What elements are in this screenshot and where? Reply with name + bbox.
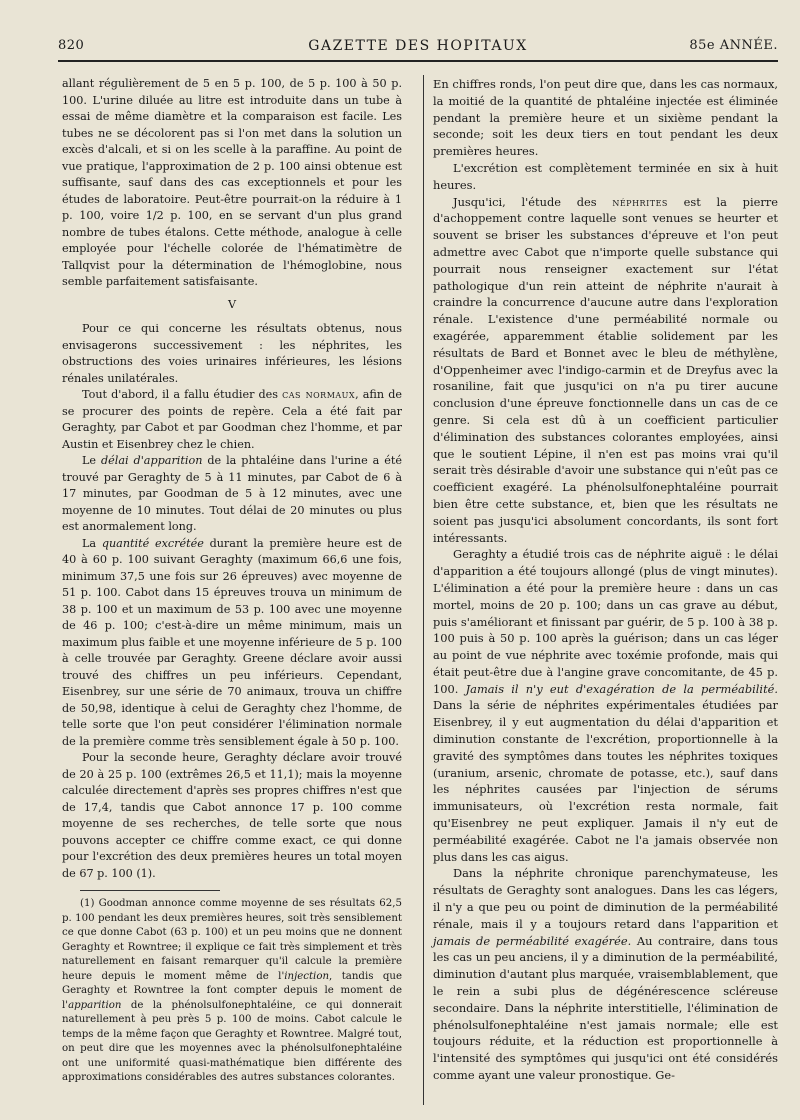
running-header [58, 30, 778, 60]
text-run: Jusqu'ici, l'étude des [453, 194, 613, 209]
paragraph [62, 387, 402, 453]
italic-term: jamais de perméabilité exagérée. [433, 933, 632, 948]
text-run: (1) Goodman annonce comme moyenne de ses résultats 62,5 p. 100 pendant les deux premières heures, soit très sensiblement ce que donne Cabot (63 p. 100) et un peu moins que ne donnent Geraghty et Rowntree; il explique ce fait très simplement et très naturellement en faisant remarquer qu'il calcule la première heure depuis le moment même de l' [62, 898, 402, 982]
right-column [433, 76, 778, 1084]
text-run: , tandis que Geraghty et Rowntree la font compter depuis le moment de l' [62, 970, 402, 1011]
paragraph: En chiffres ronds, l'on peut dire que, dans les cas normaux, la moitié de la quantité de phtaléine injectée est éliminée pendant la première heure et un sixième pendant la seconde; soit les deux tiers en tout pendant les deux premières heures. [433, 77, 778, 159]
journal-title: GAZETTE DES HOPITAUX [308, 38, 528, 54]
text-run: , afin de se procurer des points de repère. Cela a été fait par Geraghty, par Cabot et par Goodman chez l'homme, et par Austin et Eisenbrey chez le chien. [62, 388, 402, 451]
left-column [62, 76, 402, 1086]
text-run: Au contraire, dans tous les cas un peu anciens, il y a diminution de la perméabilité, diminution d'autant plus marquée, vraisemblablement, que le rein a subi plus de dégénérescence scléreuse secondaire. Dans la néphrite interstitielle, l'élimination de phénolsulfonephtaléine n'est jamais normale; elle est toujours réduite, et la réduction est proportionnelle à l'intensité des symptômes qui jusqu'ici ont été considérés comme ayant une valeur pronostique. Ge- [433, 933, 779, 1083]
footnote [62, 897, 402, 1086]
text-run: La [82, 536, 102, 550]
volume-year: 85e ANNÉE. [689, 38, 778, 53]
column-divider [423, 75, 424, 1105]
paragraph: Pour ce qui concerne les résultats obtenus, nous envisagerons successivement : les néphrites, les obstructions des voies urinaires inférieures, les lésions rénales unilatérales. [62, 322, 402, 385]
paragraph [62, 453, 402, 536]
paragraph: allant régulièrement de 5 en 5 p. 100, de 5 p. 100 à 50 p. 100. L'urine diluée au litre est introduite dans un tube à essai de même diamètre et la comparaison est facile. Les tubes ne se décolorent pas si l'on met dans la solution un excès d'alcali, et si on les scelle à la paraffine. Au point de vue pratique, l'approximation de 2 p. 100 ainsi obtenue est suffisante, sauf dans des cas exceptionnels et pour les études de laboratoire. Peut-être pourrait-on la réduire à 1 p. 100, voire 1/2 p. 100, en se servant d'un plus grand nombre de tubes étalons. Cette méthode, analogue à celle employée pour l'échelle colorée de l'hématimètre de Tallqvist pour la détermination de l'hémoglobine, nous semble parfaitement satisfaisante. [62, 77, 402, 288]
text-run: de la phtaléine dans l'urine a été trouvé par Geraghty de 5 à 11 minutes, par Cabot de 6 à 17 minutes, par Goodman de 5 à 12 minutes, avec une moyenne de 10 minutes. Tout délai de 20 minutes ou plus est anormalement long. [62, 454, 402, 533]
text-run: de la phénolsulfonephtaléine, ce qui donnerait naturellement à peu près 5 p. 100 de moins. Cabot calcule le temps de la même façon que Geraghty et Rowntree. Malgré tout, on peut dire que les moyennes avec la phénolsulfonephtaléine ont une uniformité quasi-mathématique bien différente des approximations considérables des autres substances colorantes. [62, 999, 402, 1083]
paragraph: Pour la seconde heure, Geraghty déclare avoir trouvé de 20 à 25 p. 100 (extrêmes 26,5 et 11,1); mais la moyenne calculée directement d'après ses propres chiffres n'est que de 17,4, tandis que Cabot annonce 17 p. 100 comme moyenne de ses recherches, de telle sorte que nous pouvons accepter ce chiffre comme exact, ce qui donne pour l'excrétion des deux premières heures un total moyen de 67 p. 100 (1). [62, 751, 402, 880]
paragraph [433, 865, 778, 1083]
italic-term: injection [284, 970, 330, 982]
paragraph [433, 194, 778, 547]
text-run: est la pierre d'achoppement contre laquelle sont venues se heurter et souvent se briser les substances d'épreuve et l'on peut admettre avec Cabot que n'importe quelle substance qui pourrait nous renseigner exactement sur l'état pathologique d'un rein atteint de néphrite n'aurait à craindre la concurrence d'aucune autre dans l'exploration rénale. L'existence d'une perméabilité normale ou exagérée, apparemment établie solidement par les résultats de Bard et Bonnet avec le bleu de méthylène, d'Oppenheimer avec l'indigo-carmin et de Dreyfus avec la rosaniline, fait que jusqu'ici on n'a pu tirer aucune conclusion d'une épreuve fonctionnelle dans un cas de ce genre. Si cela est dû à un coefficient particulier d'élimination des substances colorantes employées, ainsi que le soutient Lépine, il n'en est pas moins vrai qu'il serait très désirable d'avoir une substance qui n'eût pas ce coefficient exagéré. La phénolsulfonephtaléine pourrait bien être cette substance, et, bien que les résultats ne soient pas jusqu'ici absolument concordants, ils sont fort intéressants. [433, 194, 778, 545]
paragraph [62, 536, 402, 751]
header-rule [58, 60, 778, 62]
footnote-rule [80, 890, 220, 891]
text-run: durant la première heure est de 40 à 60 p. 100 suivant Geraghty (maximum 66,6 une fois, minimum 37,5 une fois sur 26 épreuves) avec moyenne de 51 p. 100. Cabot dans 15 épreuves trouva un minimum de 38 p. 100 et un maximum de 53 p. 100 avec une moyenne de 46 p. 100; c'est-à-dire un même minimum, mais un maximum plus faible et une moyenne inférieure de 5 p. 100 à celle trouvée par Geraghty. Greene déclare avoir aussi trouvé des chiffres un peu inférieurs. Cependant, Eisenbrey, sur une série de 70 animaux, trouva un chiffre de 50,98, identique à celui de Geraghty chez l'homme, de telle sorte que l'on peut considérer l'élimination normale de la première comme très sensiblement égale à 50 p. 100. [62, 536, 403, 748]
paragraph [433, 546, 778, 865]
text-run: Dans la série de néphrites expérimentales étudiées par Eisenbrey, il y eut augmentation du délai d'apparition et diminution constante de l'excrétion, proportionnelle à la gravité des symptômes dans toutes les néphrites toxiques (uranium, arsenic, chromate de potasse, etc.), sauf dans les néphrites causées par l'injection de sérums immunisateurs, où l'excrétion resta normale, fait qu'Eisenbrey ne peut expliquer. Jamais il n'y eut de perméabilité exagérée. Cabot ne l'a jamais observée non plus dans les cas aigus. [433, 698, 778, 864]
small-caps-term: néphrites [612, 194, 668, 209]
text-run: Tout d'abord, il a fallu étudier des [82, 388, 283, 401]
page-number: 820 [58, 38, 85, 53]
small-caps-term: cas normaux [282, 388, 356, 401]
text-run: Geraghty a étudié trois cas de néphrite aiguë : le délai d'apparition a été toujours allongé (plus de vingt minutes). L'élimination a été pour la première heure : dans un cas mortel, moins de 20 p. 100; dans un cas grave au début, puis s'améliorant et finissant par guérir, de 5 p. 100 à 38 p. 100 puis à 50 p. 100 après la guérison; dans un cas léger au point de vue néphrite avec toxémie profonde, mais qui était peut-être due à l'angine grave concomitante, de 45 p. 100. [433, 547, 778, 696]
italic-term: apparition [68, 999, 122, 1011]
text-run: Dans la néphrite chronique parenchymateuse, les résultats de Geraghty sont analogues. Dans les cas légers, il n'y a que peu ou point de diminution de la perméabilité rénale, mais il y a toujours retard dans l'apparition et [433, 866, 778, 931]
section-number: V [227, 297, 237, 311]
italic-term: Jamais il n'y eut d'exagération de la perméabilité. [465, 681, 779, 696]
paragraph: L'excrétion est complètement terminée en six à huit heures. [433, 160, 778, 192]
text-run: Le [82, 454, 101, 467]
italic-term: délai d'apparition [101, 454, 203, 467]
footnote-text [62, 897, 402, 1086]
italic-term: quantité excrétée [101, 536, 204, 550]
